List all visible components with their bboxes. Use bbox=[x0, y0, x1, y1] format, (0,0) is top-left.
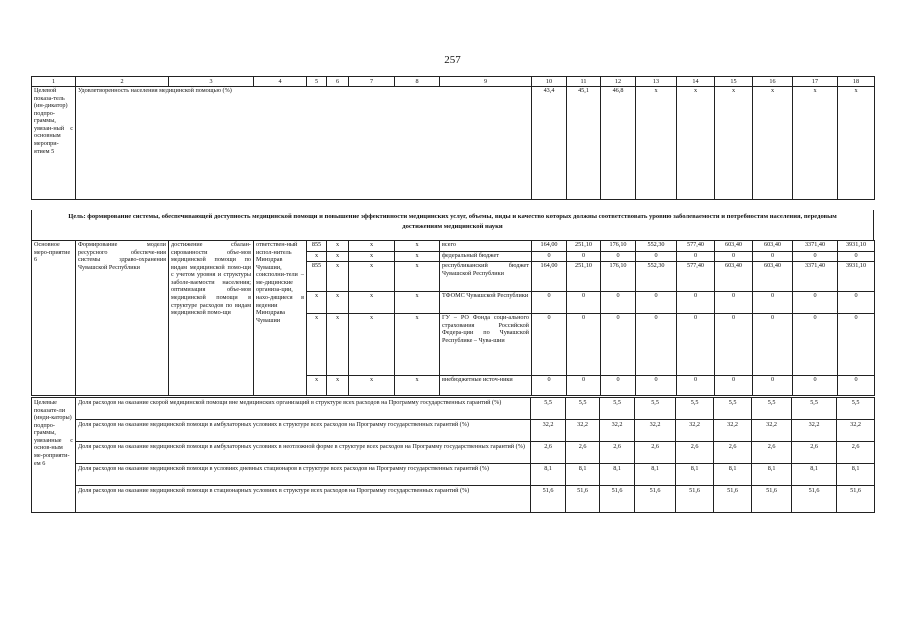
value-cell: 0 bbox=[793, 292, 838, 314]
code-cell: x bbox=[327, 252, 349, 262]
value-cell: 552,30 bbox=[636, 262, 677, 292]
indicator-text: Доля расходов на оказание медицинской помощи в условиях дневных стационаров в структуре всех расходов на Программу государственных гарантий (%) bbox=[76, 464, 531, 486]
value-cell: 0 bbox=[677, 292, 715, 314]
code-cell: x bbox=[307, 376, 327, 396]
value-cell: 5,5 bbox=[531, 398, 566, 420]
code-cell: 855 bbox=[307, 262, 327, 292]
value-cell: x bbox=[715, 87, 753, 200]
value-cell: 0 bbox=[567, 314, 601, 376]
value-cell: 5,5 bbox=[635, 398, 676, 420]
value-cell: 603,40 bbox=[753, 262, 793, 292]
column-number-row bbox=[32, 77, 875, 87]
value-cell: 32,2 bbox=[792, 420, 837, 442]
col-num: 13 bbox=[636, 77, 677, 87]
value-cell: 51,6 bbox=[600, 486, 635, 513]
value-cell: 8,1 bbox=[714, 464, 752, 486]
value-cell: x bbox=[636, 87, 677, 200]
col-num: 1 bbox=[32, 77, 76, 87]
value-cell: 0 bbox=[715, 314, 753, 376]
value-cell: 32,2 bbox=[714, 420, 752, 442]
source-cell: ГУ – РО Фонда соци-ального страхования Российской Федера-ции по Чувашской Республике – Чува-шии bbox=[440, 314, 532, 376]
value-cell: 176,10 bbox=[601, 262, 636, 292]
value-cell: 176,10 bbox=[601, 241, 636, 252]
table-row bbox=[32, 486, 875, 513]
value-cell: 2,6 bbox=[752, 442, 792, 464]
value-cell: 43,4 bbox=[532, 87, 567, 200]
code-cell: x bbox=[307, 252, 327, 262]
value-cell: 51,6 bbox=[676, 486, 714, 513]
code-cell: x bbox=[327, 262, 349, 292]
value-cell: 2,6 bbox=[792, 442, 837, 464]
value-cell: 0 bbox=[601, 314, 636, 376]
source-cell: федеральный бюджет bbox=[440, 252, 532, 262]
value-cell: 32,2 bbox=[531, 420, 566, 442]
indicator-text: Доля расходов на оказание медицинской помощи в амбулаторных условиях в неотложной форме в структуре всех расходов на Программу государственных гарантий (%) bbox=[76, 442, 531, 464]
value-cell: 0 bbox=[636, 292, 677, 314]
code-cell: 855 bbox=[307, 241, 327, 252]
value-cell: 603,40 bbox=[715, 262, 753, 292]
value-cell: 0 bbox=[793, 314, 838, 376]
col-num: 15 bbox=[715, 77, 753, 87]
value-cell: 0 bbox=[753, 292, 793, 314]
code-cell: x bbox=[327, 314, 349, 376]
value-cell: x bbox=[838, 87, 875, 200]
table-row bbox=[32, 398, 875, 420]
col-num: 2 bbox=[76, 77, 169, 87]
event-result: достижение сбалан-сированности объе-мов медицинской помощи по видам медицинской помо-щи с учетом уровня и структуры заболе-ваемости населения; оптимизация объе-мов медицинской помощи в структуре расходов по видам медицинской помо-щи bbox=[169, 241, 254, 396]
indicator-text: Доля расходов на оказание скорой медицинской помощи вне медицинских организаций в структуре всех расходов на Программу государственных гарантий (%) bbox=[76, 398, 531, 420]
code-cell: x bbox=[327, 241, 349, 252]
value-cell: 51,6 bbox=[566, 486, 600, 513]
col-num: 16 bbox=[753, 77, 793, 87]
row-label: Целевой показа-тель (ин-дикатор) подпро-граммы, увязан-ный с основным меропри-ятием 5 bbox=[32, 87, 76, 200]
event-name: Формирование модели ресурсного обеспече-ния системы здраво-охранения Чувашской Республики bbox=[76, 241, 169, 396]
col-num: 10 bbox=[532, 77, 567, 87]
table-row bbox=[32, 442, 875, 464]
value-cell: 8,1 bbox=[837, 464, 875, 486]
value-cell: 251,10 bbox=[567, 241, 601, 252]
value-cell: 32,2 bbox=[837, 420, 875, 442]
value-cell: 5,5 bbox=[837, 398, 875, 420]
col-num: 3 bbox=[169, 77, 254, 87]
code-cell: x bbox=[349, 292, 395, 314]
value-cell: 0 bbox=[753, 252, 793, 262]
value-cell: 45,1 bbox=[567, 87, 601, 200]
value-cell: 0 bbox=[636, 252, 677, 262]
value-cell: 2,6 bbox=[837, 442, 875, 464]
indicator-text: Доля расходов на оказание медицинской помощи в стационарных условиях в структуре всех расходов на Программу государственных гарантий (%) bbox=[76, 486, 531, 513]
value-cell: 603,40 bbox=[753, 241, 793, 252]
value-cell: 0 bbox=[677, 376, 715, 396]
value-cell: 0 bbox=[715, 292, 753, 314]
value-cell: 0 bbox=[532, 292, 567, 314]
col-num: 12 bbox=[601, 77, 636, 87]
value-cell: 3371,40 bbox=[793, 241, 838, 252]
source-cell: всего bbox=[440, 241, 532, 252]
value-cell: 0 bbox=[567, 292, 601, 314]
value-cell: 3931,10 bbox=[838, 241, 875, 252]
source-cell: республиканский бюджет Чувашской Республики bbox=[440, 262, 532, 292]
value-cell: 0 bbox=[532, 314, 567, 376]
value-cell: 2,6 bbox=[676, 442, 714, 464]
value-cell: 251,10 bbox=[567, 262, 601, 292]
code-cell: x bbox=[349, 252, 395, 262]
col-num: 4 bbox=[254, 77, 307, 87]
table-row bbox=[32, 87, 875, 200]
value-cell: 0 bbox=[636, 376, 677, 396]
value-cell: x bbox=[793, 87, 838, 200]
value-cell: x bbox=[753, 87, 793, 200]
page-number: 257 bbox=[444, 54, 461, 66]
value-cell: 5,5 bbox=[752, 398, 792, 420]
col-num: 11 bbox=[567, 77, 601, 87]
value-cell: 164,00 bbox=[532, 262, 567, 292]
indicators-label: Целевые показате-ли (инди-каторы) подпро-граммы, увязанные с основ-ным ме-роприяти-ем 6 bbox=[32, 398, 76, 513]
col-num: 8 bbox=[395, 77, 440, 87]
value-cell: 0 bbox=[677, 314, 715, 376]
value-cell: 577,40 bbox=[677, 262, 715, 292]
table-row bbox=[32, 420, 875, 442]
value-cell: 5,5 bbox=[600, 398, 635, 420]
code-cell: x bbox=[307, 314, 327, 376]
code-cell: x bbox=[349, 376, 395, 396]
value-cell: 0 bbox=[532, 252, 567, 262]
col-num: 14 bbox=[677, 77, 715, 87]
header-table bbox=[31, 76, 875, 200]
col-num: 18 bbox=[838, 77, 875, 87]
value-cell: 8,1 bbox=[792, 464, 837, 486]
value-cell: 32,2 bbox=[566, 420, 600, 442]
value-cell: 8,1 bbox=[600, 464, 635, 486]
indicator-text: Удовлетворенность населения медицинской помощью (%) bbox=[76, 87, 532, 200]
code-cell: x bbox=[307, 292, 327, 314]
value-cell: 0 bbox=[601, 292, 636, 314]
code-cell: x bbox=[349, 241, 395, 252]
value-cell: 32,2 bbox=[676, 420, 714, 442]
value-cell: 51,6 bbox=[837, 486, 875, 513]
col-num: 5 bbox=[307, 77, 327, 87]
value-cell: 8,1 bbox=[676, 464, 714, 486]
value-cell: 5,5 bbox=[792, 398, 837, 420]
value-cell: 0 bbox=[838, 376, 875, 396]
value-cell: 2,6 bbox=[635, 442, 676, 464]
value-cell: 32,2 bbox=[635, 420, 676, 442]
code-cell: x bbox=[395, 292, 440, 314]
value-cell: 0 bbox=[838, 314, 875, 376]
value-cell: 5,5 bbox=[566, 398, 600, 420]
value-cell: 3371,40 bbox=[793, 262, 838, 292]
value-cell: 2,6 bbox=[566, 442, 600, 464]
value-cell: 51,6 bbox=[752, 486, 792, 513]
value-cell: 0 bbox=[532, 376, 567, 396]
col-num: 17 bbox=[793, 77, 838, 87]
value-cell: 0 bbox=[793, 252, 838, 262]
value-cell: 2,6 bbox=[714, 442, 752, 464]
code-cell: x bbox=[395, 262, 440, 292]
code-cell: x bbox=[395, 252, 440, 262]
value-cell: 0 bbox=[601, 376, 636, 396]
value-cell: 603,40 bbox=[715, 241, 753, 252]
value-cell: 0 bbox=[753, 376, 793, 396]
source-cell: внебюджетные источ-ники bbox=[440, 376, 532, 396]
indicator-text: Доля расходов на оказание медицинской помощи в амбулаторных условиях в структуре всех расходов на Программу государственных гарантий (%) bbox=[76, 420, 531, 442]
table-row bbox=[32, 464, 875, 486]
value-cell: 32,2 bbox=[600, 420, 635, 442]
source-cell: ТФОМС Чувашской Республики bbox=[440, 292, 532, 314]
value-cell: 0 bbox=[636, 314, 677, 376]
code-cell: x bbox=[327, 376, 349, 396]
value-cell: 8,1 bbox=[566, 464, 600, 486]
value-cell: 577,40 bbox=[677, 241, 715, 252]
col-num: 9 bbox=[440, 77, 532, 87]
value-cell: 0 bbox=[567, 376, 601, 396]
value-cell: 51,6 bbox=[714, 486, 752, 513]
value-cell: 0 bbox=[715, 376, 753, 396]
value-cell: 2,6 bbox=[600, 442, 635, 464]
value-cell: 0 bbox=[838, 292, 875, 314]
value-cell: 32,2 bbox=[752, 420, 792, 442]
value-cell: 2,6 bbox=[531, 442, 566, 464]
value-cell: 0 bbox=[601, 252, 636, 262]
value-cell: 164,00 bbox=[532, 241, 567, 252]
event-executor: ответствен-ный испол-нитель Минздрав Чувашии, соисполни-тели – ме-дицинские организа-ции, нахо-дящиеся в ведении Минздрава Чувашии bbox=[254, 241, 307, 396]
value-cell: 5,5 bbox=[714, 398, 752, 420]
code-cell: x bbox=[349, 262, 395, 292]
value-cell: 51,6 bbox=[635, 486, 676, 513]
value-cell: 46,8 bbox=[601, 87, 636, 200]
code-cell: x bbox=[395, 241, 440, 252]
value-cell: 0 bbox=[838, 252, 875, 262]
col-num: 6 bbox=[327, 77, 349, 87]
value-cell: 0 bbox=[677, 252, 715, 262]
value-cell: 51,6 bbox=[792, 486, 837, 513]
table-row bbox=[32, 241, 875, 252]
value-cell: 0 bbox=[753, 314, 793, 376]
code-cell: x bbox=[395, 376, 440, 396]
col-num: 7 bbox=[349, 77, 395, 87]
code-cell: x bbox=[327, 292, 349, 314]
value-cell: 0 bbox=[715, 252, 753, 262]
value-cell: 8,1 bbox=[635, 464, 676, 486]
value-cell: 51,6 bbox=[531, 486, 566, 513]
event-table bbox=[31, 240, 875, 396]
code-cell: x bbox=[395, 314, 440, 376]
code-cell: x bbox=[349, 314, 395, 376]
value-cell: 8,1 bbox=[531, 464, 566, 486]
value-cell: 0 bbox=[567, 252, 601, 262]
value-cell: 5,5 bbox=[676, 398, 714, 420]
goal-heading: Цель: формирование системы, обеспечивающей доступность медицинской помощи и повышение эффективности медицинских услуг, объемы, виды и качество которых должны соответствовать уровню заболеваемости и потребностям населения, передовым достижениям медицинской науки bbox=[68, 213, 837, 230]
event-label: Основное меро-приятие 6 bbox=[32, 241, 76, 396]
value-cell: 0 bbox=[793, 376, 838, 396]
value-cell: 3931,10 bbox=[838, 262, 875, 292]
indicators-table bbox=[31, 397, 875, 513]
value-cell: 552,30 bbox=[636, 241, 677, 252]
value-cell: x bbox=[677, 87, 715, 200]
value-cell: 8,1 bbox=[752, 464, 792, 486]
